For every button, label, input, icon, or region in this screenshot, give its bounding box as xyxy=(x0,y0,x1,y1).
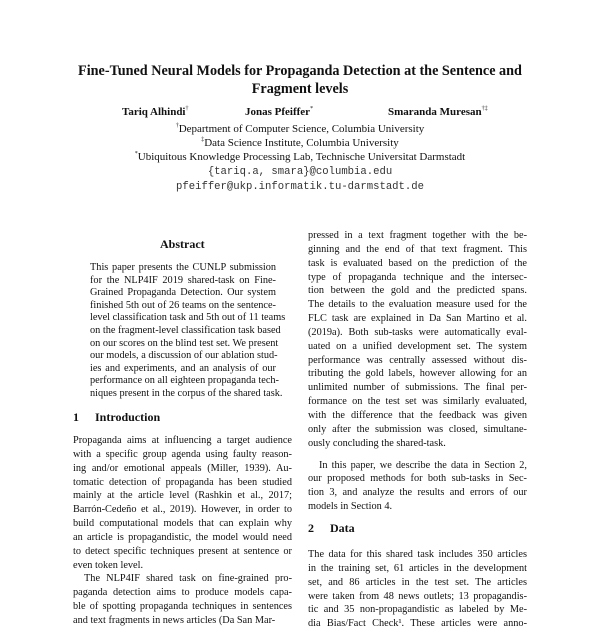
text-line: This paper presents the CUNLP submission xyxy=(90,262,276,273)
text-line: for the NLP4IF 2019 shared-task on Fine- xyxy=(90,274,276,286)
text-line: were taken from 48 news outlets; 13 propagandis- xyxy=(308,590,527,602)
data-section-body xyxy=(308,548,527,631)
author-list xyxy=(0,106,600,120)
text-line: ing and/or emotional appeals (Miller, 1939). Au- xyxy=(73,462,292,474)
text-line: build computational models that can explain why xyxy=(73,518,292,530)
right-column-body xyxy=(308,229,527,514)
text-line: type of propaganda technique and the intersec- xyxy=(308,271,527,283)
author: Smaranda Muresan†‡ xyxy=(388,106,488,118)
text-line: on our scores on the blind test set. We present xyxy=(90,337,279,349)
text-line: with a specific group agenda using faulty reason- xyxy=(73,448,292,460)
email: {tariq.a, smara}@columbia.edu xyxy=(207,166,393,178)
text-line: mainly at the article level (Rashkin et al., 2017; xyxy=(73,490,292,502)
text-line: and text fragments in news articles (Da San Mar- xyxy=(73,614,276,626)
text-line: The details to the evaluation measure used for the xyxy=(308,299,527,311)
text-line: formance on the test set was similarly evaluated, xyxy=(308,396,527,408)
text-line: In this paper, we describe the data in Section 2, xyxy=(319,459,527,471)
introduction-body xyxy=(73,434,292,628)
title-line: Fragment levels xyxy=(251,81,349,97)
text-line: performance was centrally assessed without dis- xyxy=(308,354,527,366)
email: pfeiffer@ukp.informatik.tu-darmstadt.de xyxy=(176,181,424,193)
text-line: finished 5th out of 26 teams on the sentence- xyxy=(90,299,276,311)
text-line: only after the submission was closed, simultane- xyxy=(308,423,527,435)
text-line: set, and 86 articles in the test set. The articles xyxy=(308,576,527,588)
abstract-heading: Abstract xyxy=(160,237,205,251)
author: Jonas Pfeiffer* xyxy=(245,106,314,118)
text-line: tomatic detection of propaganda has been studied xyxy=(73,476,292,488)
text-line: ously concluding the shared-task. xyxy=(308,437,446,449)
text-line: (2019a). Both sub-tasks were automatically eval- xyxy=(308,326,527,338)
paper-title xyxy=(0,62,600,98)
text-line: performance on all eighteen propaganda tech- xyxy=(90,375,279,387)
text-line: level classification task and 5th out of 11 teams xyxy=(90,312,286,324)
emails xyxy=(0,165,600,195)
text-line: unlimited number of submissions. The final per- xyxy=(308,382,527,394)
section-heading-introduction: 1 Introduction xyxy=(73,410,161,424)
text-line: FLC task are explained in Da San Martino et al. xyxy=(308,313,527,325)
text-line: tributing the gold labels, however allowing for an xyxy=(308,368,527,380)
text-line: even token level. xyxy=(73,559,144,571)
text-line: tion between the gold and the predicted spans. xyxy=(308,285,527,297)
text-line: Grained Propaganda Detection. Our system xyxy=(90,287,276,299)
text-line: tic and 35 non-propagandistic as labeled by Me- xyxy=(308,604,527,616)
section-heading-data: 2 Data xyxy=(308,521,355,535)
text-line: in the training set, 61 articles in the development xyxy=(308,562,527,574)
author: Tariq Alhindi† xyxy=(122,106,189,118)
text-line: Barrón-Cedeño et al., 2019). However, in order to xyxy=(73,504,292,516)
text-line: task is evaluated based on the prediction of the xyxy=(308,257,527,269)
text-line: an article is propagandistic, the model would need xyxy=(73,531,292,543)
text-line: niques present in the corpus of the shared task. xyxy=(90,387,283,399)
text-line: to detect specific techniques present at sentence or xyxy=(73,545,292,557)
text-line: ginning and the end of that text fragment. This xyxy=(308,243,527,255)
text-line: ble of spotting propaganda techniques in sentences xyxy=(73,601,292,613)
text-line: on the fragment-level classification task based xyxy=(90,324,281,336)
text-line: our models, a discussion of our ablation stud- xyxy=(90,350,278,362)
text-line: with the difference that the feedback was given xyxy=(308,409,527,421)
title-line: Fine-Tuned Neural Models for Propaganda Detection at the Sentence and xyxy=(78,63,522,79)
text-line: pressed in a text fragment together with the be- xyxy=(308,230,527,241)
affiliation: ‡Data Science Institute, Columbia University xyxy=(201,137,399,149)
abstract-body xyxy=(90,262,286,401)
text-line: paganda detection aims to produce models capa- xyxy=(73,587,292,599)
affiliations xyxy=(0,122,600,164)
text-line: The data for this shared task includes 350 articles xyxy=(308,549,527,560)
text-line: our proposed methods for both sub-tasks in Sec- xyxy=(308,473,527,485)
text-line: The NLP4IF shared task on fine-grained pro- xyxy=(84,573,292,585)
affiliation: †Department of Computer Science, Columbia University xyxy=(175,123,425,135)
text-line: models in Section 4. xyxy=(308,501,393,513)
affiliation: *Ubiquitous Knowledge Processing Lab, Technische Universitat Darmstadt xyxy=(134,151,466,163)
text-line: ies and experiments, and an analysis of our xyxy=(90,362,276,374)
text-line: uated on a unified development set. The system xyxy=(308,340,527,352)
text-line: dia Bias/Fact Check¹. These articles were anno- xyxy=(308,618,527,630)
text-line: Propaganda aims at influencing a target audience xyxy=(73,435,292,446)
text-line: tion 3, and analyze the results and errors of our xyxy=(308,487,527,499)
